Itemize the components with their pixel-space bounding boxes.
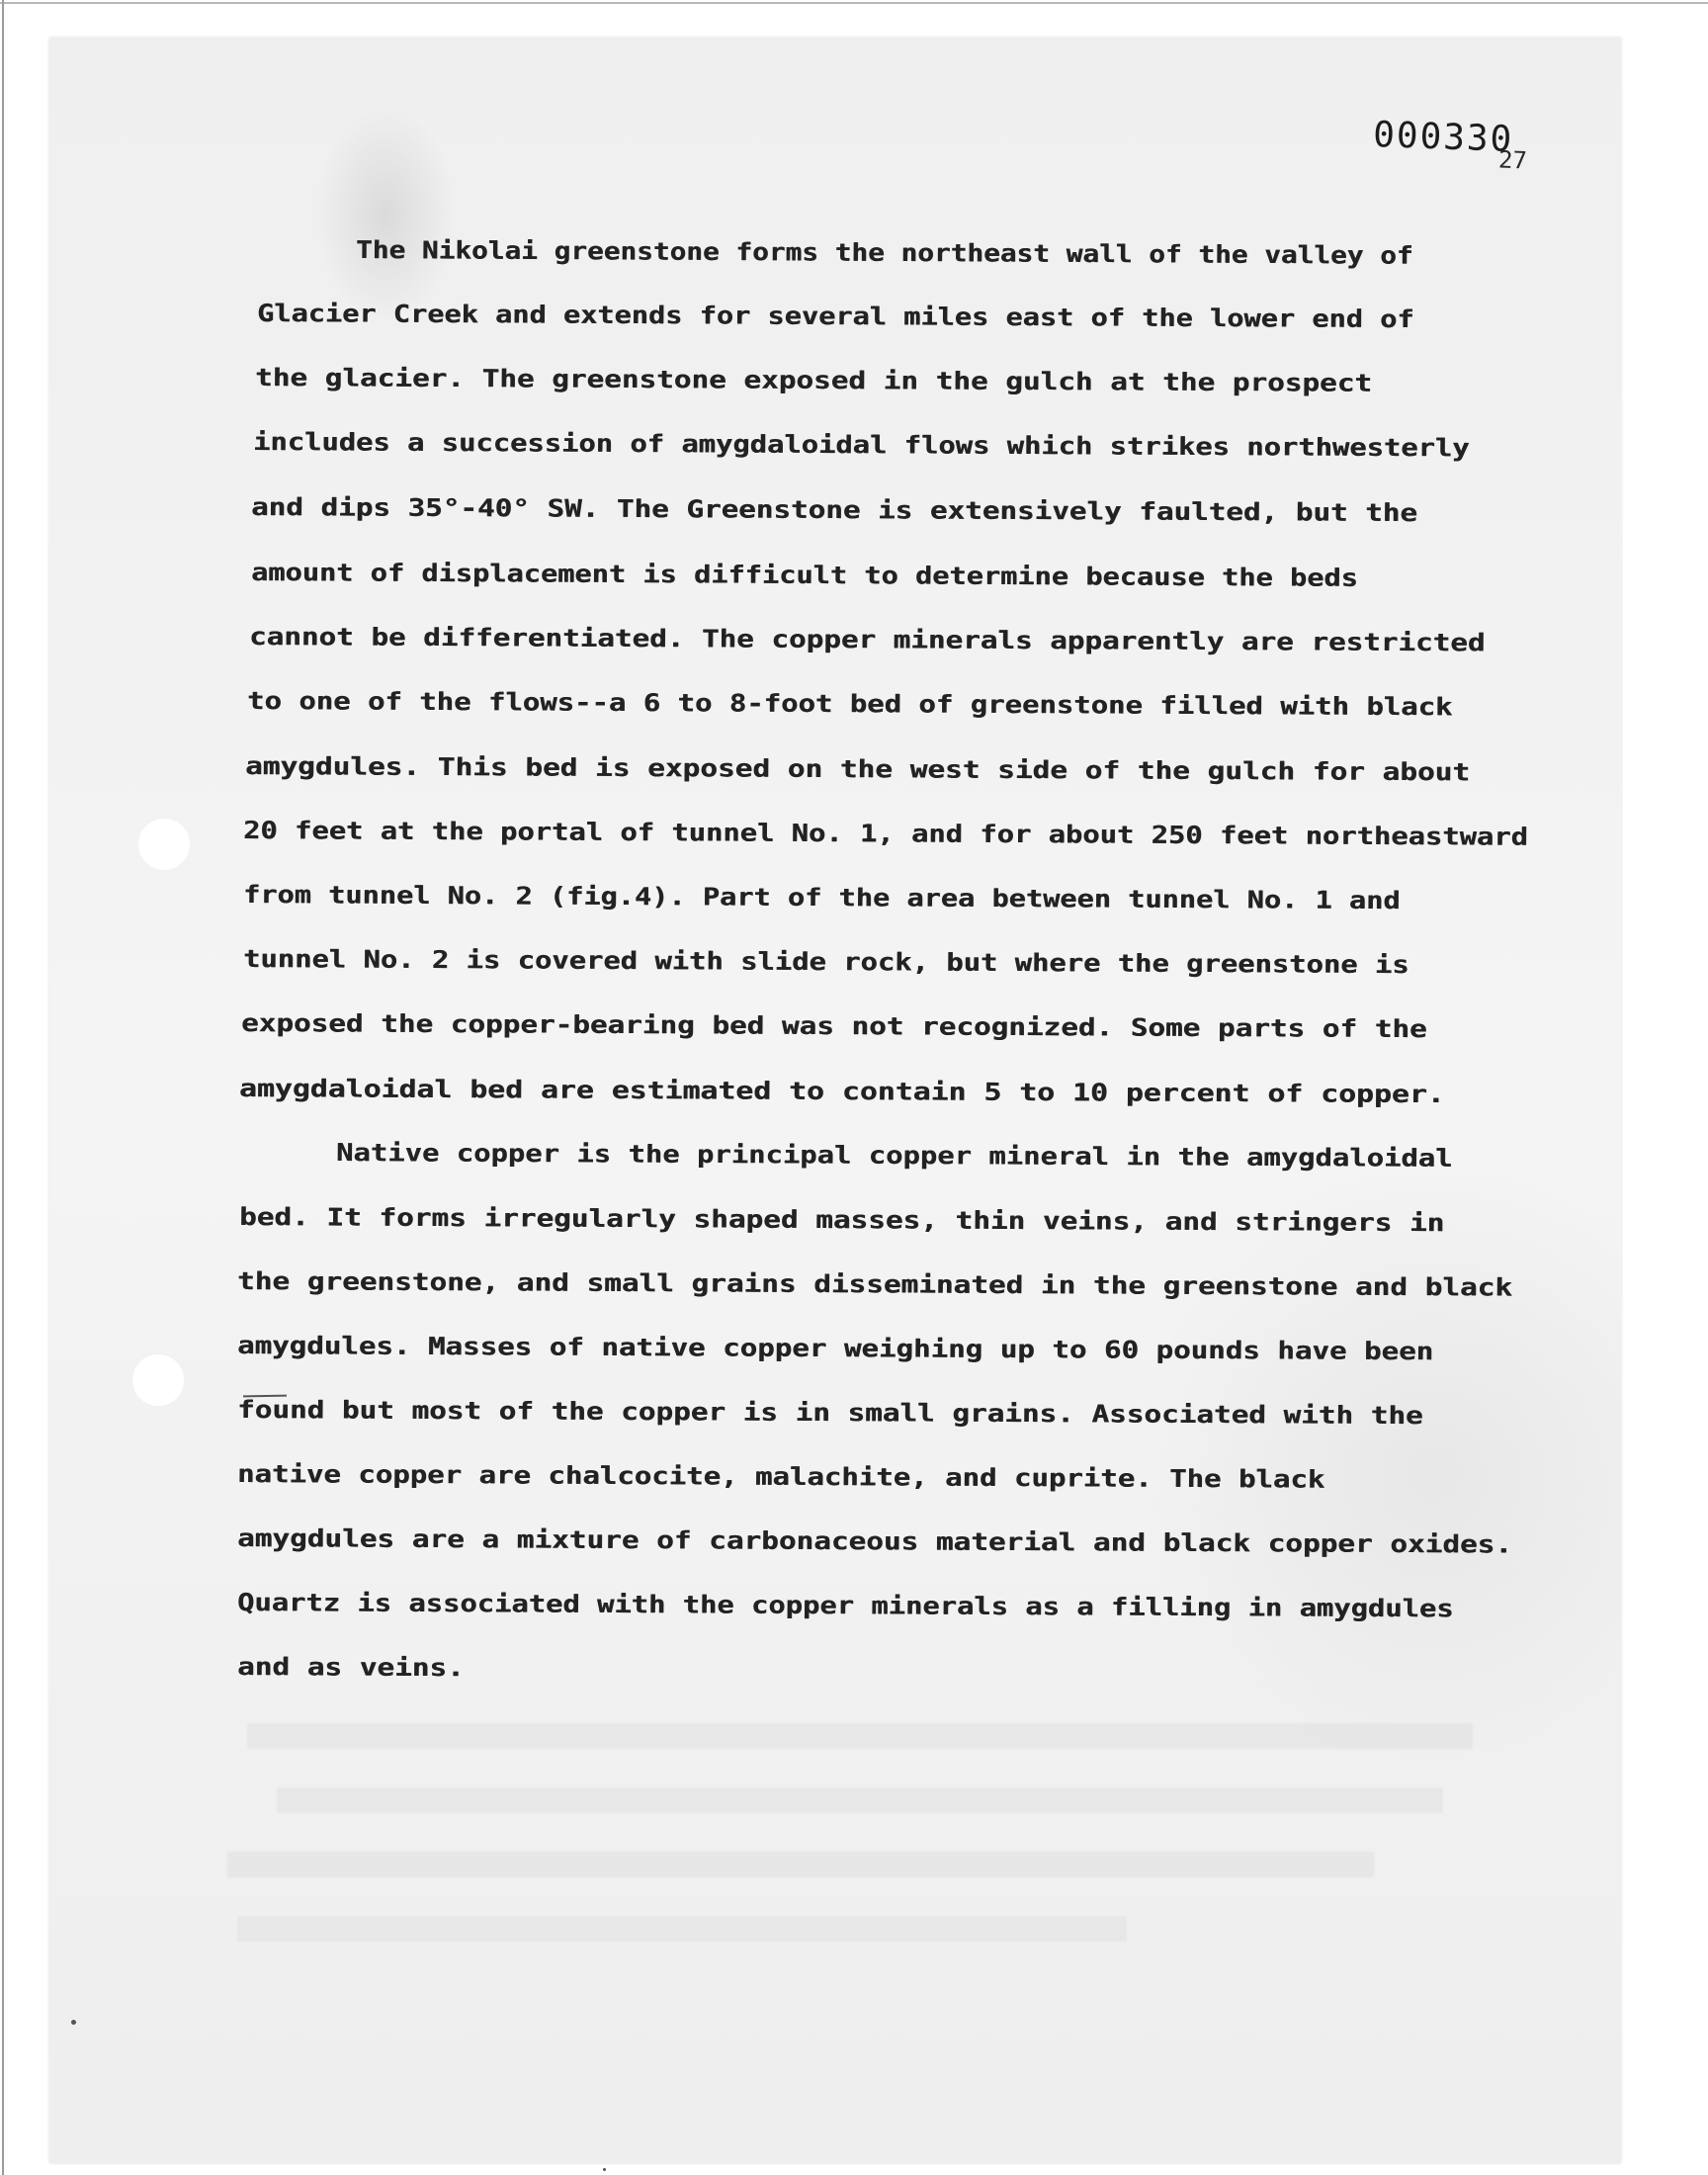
text-line: to one of the flows--a 6 to 8-foot bed of greenstone filled with black	[246, 686, 1453, 722]
text-line: bed. It forms irregularly shaped masses, thin veins, and stringers in	[238, 1202, 1445, 1238]
scan-edge-top	[0, 2, 1708, 4]
text-line: amygdules are a mixture of carbonaceous material and black copper oxides.	[236, 1523, 1513, 1559]
text-line: amygdaloidal bed are estimated to contain 5 to 10 percent of copper.	[238, 1074, 1445, 1109]
bleed-through-line	[247, 1723, 1473, 1749]
page-number-overstrike: 27	[1497, 145, 1528, 175]
text-line: Native copper is the principal copper mineral in the amygdaloidal	[335, 1138, 1453, 1173]
text-line: amount of displacement is difficult to determine because the beds	[250, 558, 1358, 592]
text-line: from tunnel No. 2 (fig.4). Part of the area between tunnel No. 1 and	[242, 880, 1401, 915]
text-line: the greenstone, and small grains disseminated in the greenstone and black	[236, 1266, 1513, 1302]
text-line: The Nikolai greenstone forms the northeast wall of the valley of	[355, 235, 1413, 270]
text-line: native copper are chalcocite, malachite, and cuprite. The black	[236, 1459, 1325, 1494]
typewritten-page	[49, 38, 1621, 2163]
text-line: amygdules. Masses of native copper weighing up to 60 pounds have been	[236, 1331, 1434, 1366]
text-line: amygdules. This bed is exposed on the west side of the gulch for about	[244, 751, 1471, 787]
scan-edge-left	[2, 0, 4, 2175]
bleed-through-line	[237, 1916, 1127, 1942]
stray-ink-dot	[71, 2020, 76, 2025]
text-line: and dips 35°-40° SW. The Greenstone is extensively faulted, but the	[250, 492, 1418, 528]
punch-hole-upper	[138, 819, 190, 870]
text-line: exposed the copper-bearing bed was not recognized. Some parts of the	[240, 1008, 1427, 1044]
text-line: 20 feet at the portal of tunnel No. 1, and for about 250 feet northeastward	[242, 816, 1528, 851]
stray-ink-dot	[603, 2168, 606, 2171]
text-line: cannot be differentiated. The copper minerals apparently are restricted	[248, 622, 1486, 657]
punch-hole-lower	[132, 1354, 184, 1406]
text-line: includes a succession of amygdaloidal flows which strikes northwesterly	[252, 427, 1470, 463]
page-number-stamp: 000330	[1372, 115, 1514, 160]
bleed-through-line	[277, 1787, 1443, 1813]
text-line: Quartz is associated with the copper minerals as a filling in amygdules	[236, 1588, 1454, 1623]
text-line: and as veins.	[236, 1652, 465, 1683]
text-line: found but most of the copper is in small grains. Associated with the	[236, 1395, 1423, 1431]
text-line: tunnel No. 2 is covered with slide rock, but where the greenstone is	[242, 944, 1409, 980]
text-line: Glacier Creek and extends for several miles east of the lower end of	[256, 299, 1414, 334]
text-line: the glacier. The greenstone exposed in the gulch at the prospect	[254, 363, 1373, 397]
bleed-through-line	[227, 1852, 1374, 1877]
